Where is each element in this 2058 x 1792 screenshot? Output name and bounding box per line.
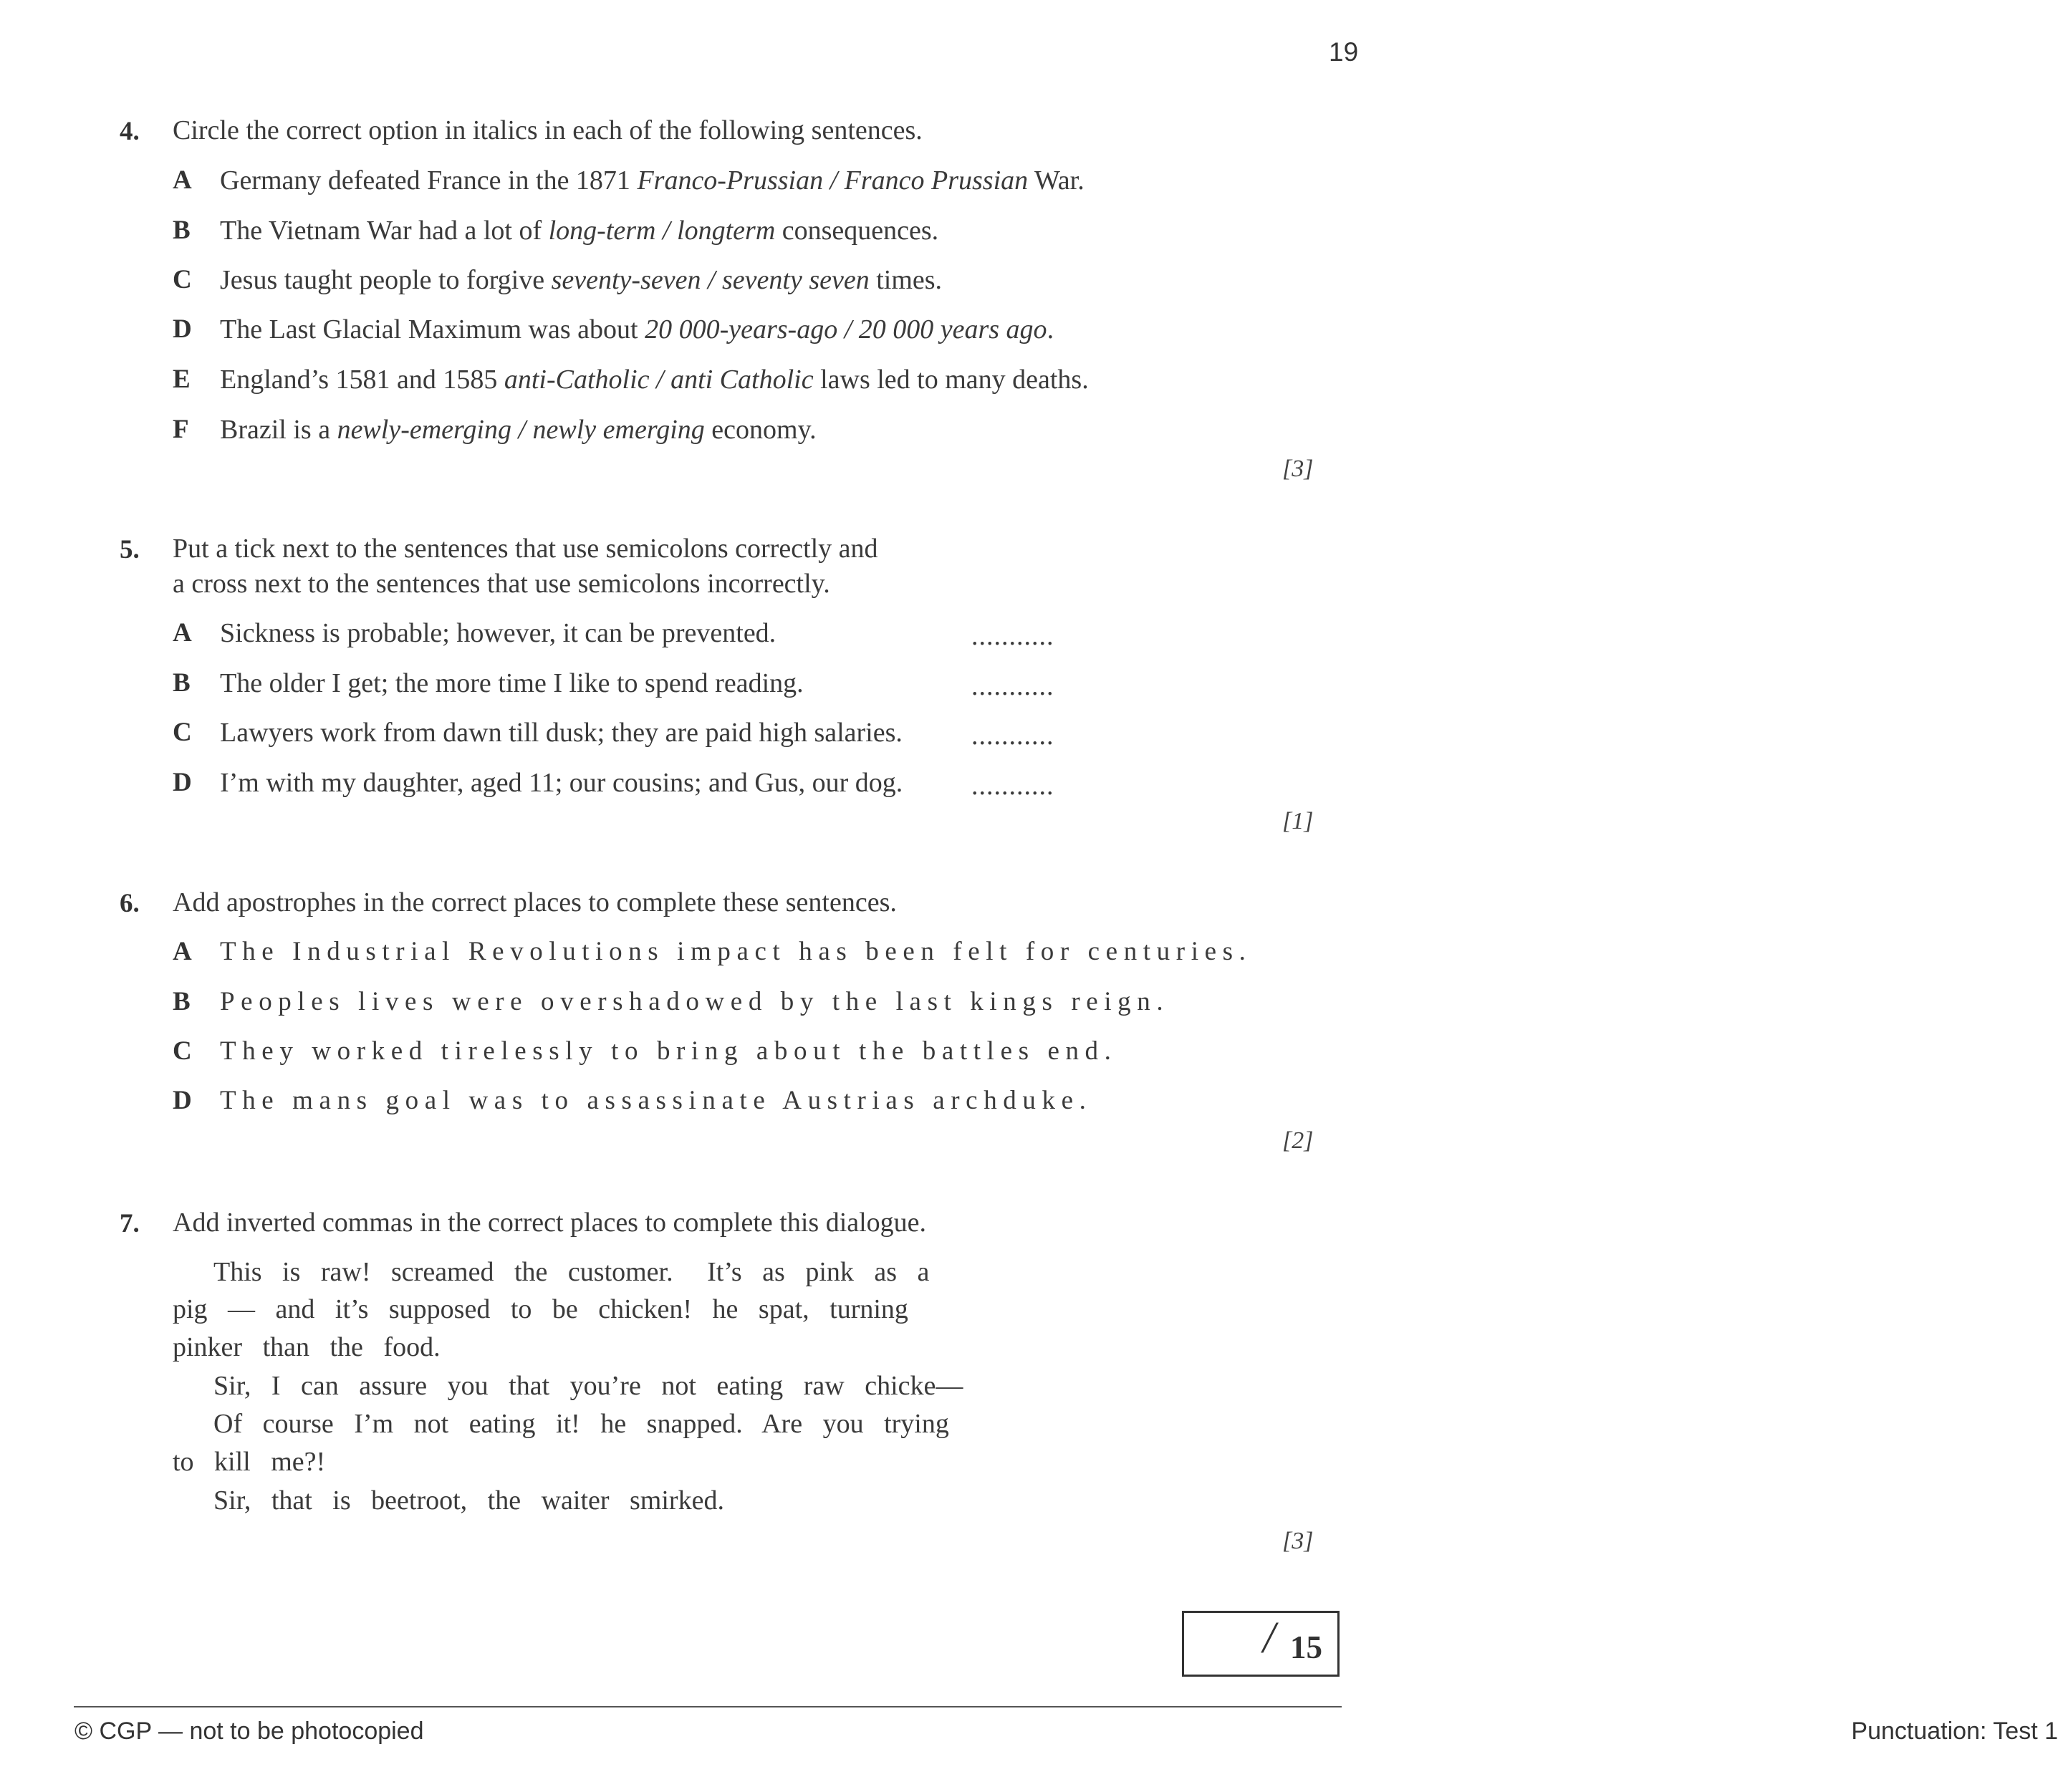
sentence-start: Brazil is a [220, 415, 337, 445]
item-sentence[interactable]: The mans goal was to assassinate Austrias archduke. [220, 1086, 1092, 1115]
item-sentence [220, 215, 938, 246]
italic-options[interactable]: newly-emerging / newly emerging [337, 415, 705, 445]
item-letter: C [173, 1036, 192, 1066]
sentence-end: times. [869, 265, 943, 295]
sentence-end: economy. [704, 415, 817, 445]
answer-blank[interactable]: ........... [971, 671, 1054, 701]
item-letter: F [173, 415, 189, 444]
item-sentence [220, 264, 942, 296]
item-letter: D [173, 768, 192, 797]
item-letter: D [173, 1086, 192, 1115]
item-sentence: Sickness is probable; however, it can be prevented. [220, 618, 776, 648]
dialogue-line[interactable]: Sir, I can assure you that you’re not eating raw chicke— [213, 1371, 963, 1401]
answer-blank[interactable]: ........... [971, 621, 1054, 651]
item-letter: A [173, 937, 192, 966]
item-letter: B [173, 668, 191, 698]
italic-options[interactable]: long-term / longterm [548, 216, 776, 246]
item-letter: A [173, 165, 192, 195]
question-4-number: 4. [120, 117, 140, 146]
question-6-number: 6. [120, 889, 140, 918]
footer-rule [74, 1706, 1342, 1707]
item-sentence [220, 165, 1085, 196]
sentence-start: England’s 1581 and 1585 [220, 365, 504, 395]
sentence-end: . [1047, 314, 1054, 345]
sentence-end: War. [1028, 165, 1085, 196]
question-5-marks: [1] [1282, 808, 1314, 834]
italic-options[interactable]: anti-Catholic / anti Catholic [504, 365, 814, 395]
dialogue-line[interactable]: pig — and it’s supposed to be chicken! he spat, turning [173, 1294, 908, 1324]
dialogue-line[interactable]: Of course I’m not eating it! he snapped. Are you trying [213, 1409, 949, 1439]
question-5-number: 5. [120, 535, 140, 564]
answer-blank[interactable]: ........... [971, 771, 1054, 801]
dialogue-line[interactable]: Sir, that is beetroot, the waiter smirked. [213, 1485, 724, 1516]
footer-copyright: © CGP — not to be photocopied [74, 1718, 424, 1745]
sentence-start: Jesus taught people to forgive [220, 265, 552, 295]
item-letter: B [173, 987, 191, 1016]
item-sentence: Lawyers work from dawn till dusk; they are paid high salaries. [220, 718, 903, 748]
item-sentence [220, 364, 1089, 395]
dialogue-line[interactable]: pinker than the food. [173, 1332, 441, 1362]
item-letter: B [173, 216, 191, 245]
dialogue-line[interactable]: to kill me?! [173, 1447, 326, 1477]
sentence-start: The Last Glacial Maximum was about [220, 314, 645, 345]
question-6-marks: [2] [1282, 1127, 1314, 1154]
question-7-marks: [3] [1282, 1528, 1314, 1554]
score-box[interactable] [1182, 1611, 1340, 1677]
question-7-instruction: Add inverted commas in the correct places to complete this dialogue. [173, 1208, 927, 1238]
italic-options[interactable]: 20 000-years-ago / 20 000 years ago [645, 314, 1047, 345]
sentence-end: laws led to many deaths. [813, 365, 1089, 395]
sentence-start: Germany defeated France in the 1871 [220, 165, 638, 196]
item-sentence: I’m with my daughter, aged 11; our cousins; and Gus, our dog. [220, 768, 903, 798]
page-number: 19 [1329, 37, 1359, 67]
question-5-instruction-line-1: Put a tick next to the sentences that use semicolons correctly and [173, 534, 878, 564]
item-sentence: The older I get; the more time I like to spend reading. [220, 668, 804, 698]
question-6-instruction: Add apostrophes in the correct places to complete these sentences. [173, 887, 897, 917]
item-letter: E [173, 365, 191, 394]
italic-options[interactable]: seventy-seven / seventy seven [551, 265, 870, 295]
answer-blank[interactable]: ........... [971, 721, 1054, 751]
item-letter: C [173, 718, 192, 747]
item-letter: C [173, 265, 192, 294]
score-slash: / [1263, 1614, 1276, 1662]
item-letter: D [173, 314, 192, 344]
item-sentence[interactable]: The Industrial Revolutions impact has been felt for centuries. [220, 937, 1252, 966]
item-sentence [220, 414, 817, 445]
italic-options[interactable]: Franco-Prussian / Franco Prussian [637, 165, 1029, 196]
sentence-start: The Vietnam War had a lot of [220, 216, 549, 246]
item-sentence[interactable]: Peoples lives were overshadowed by the last kings reign. [220, 987, 1170, 1016]
question-4-instruction: Circle the correct option in italics in each of the following sentences. [173, 115, 923, 145]
question-5-instruction-line-2: a cross next to the sentences that use semicolons incorrectly. [173, 569, 830, 599]
sentence-end: consequences. [775, 216, 939, 246]
question-7-number: 7. [120, 1209, 140, 1238]
question-4-marks: [3] [1282, 456, 1314, 482]
dialogue-line[interactable]: This is raw! screamed the customer. It’s as pink as a [213, 1257, 930, 1287]
score-total: 15 [1290, 1629, 1322, 1665]
item-sentence[interactable]: They worked tirelessly to bring about the battles end. [220, 1036, 1117, 1066]
item-letter: A [173, 618, 192, 647]
item-sentence [220, 314, 1054, 345]
footer-test-title-text: Punctuation: Test 1 [1851, 1718, 2058, 1745]
